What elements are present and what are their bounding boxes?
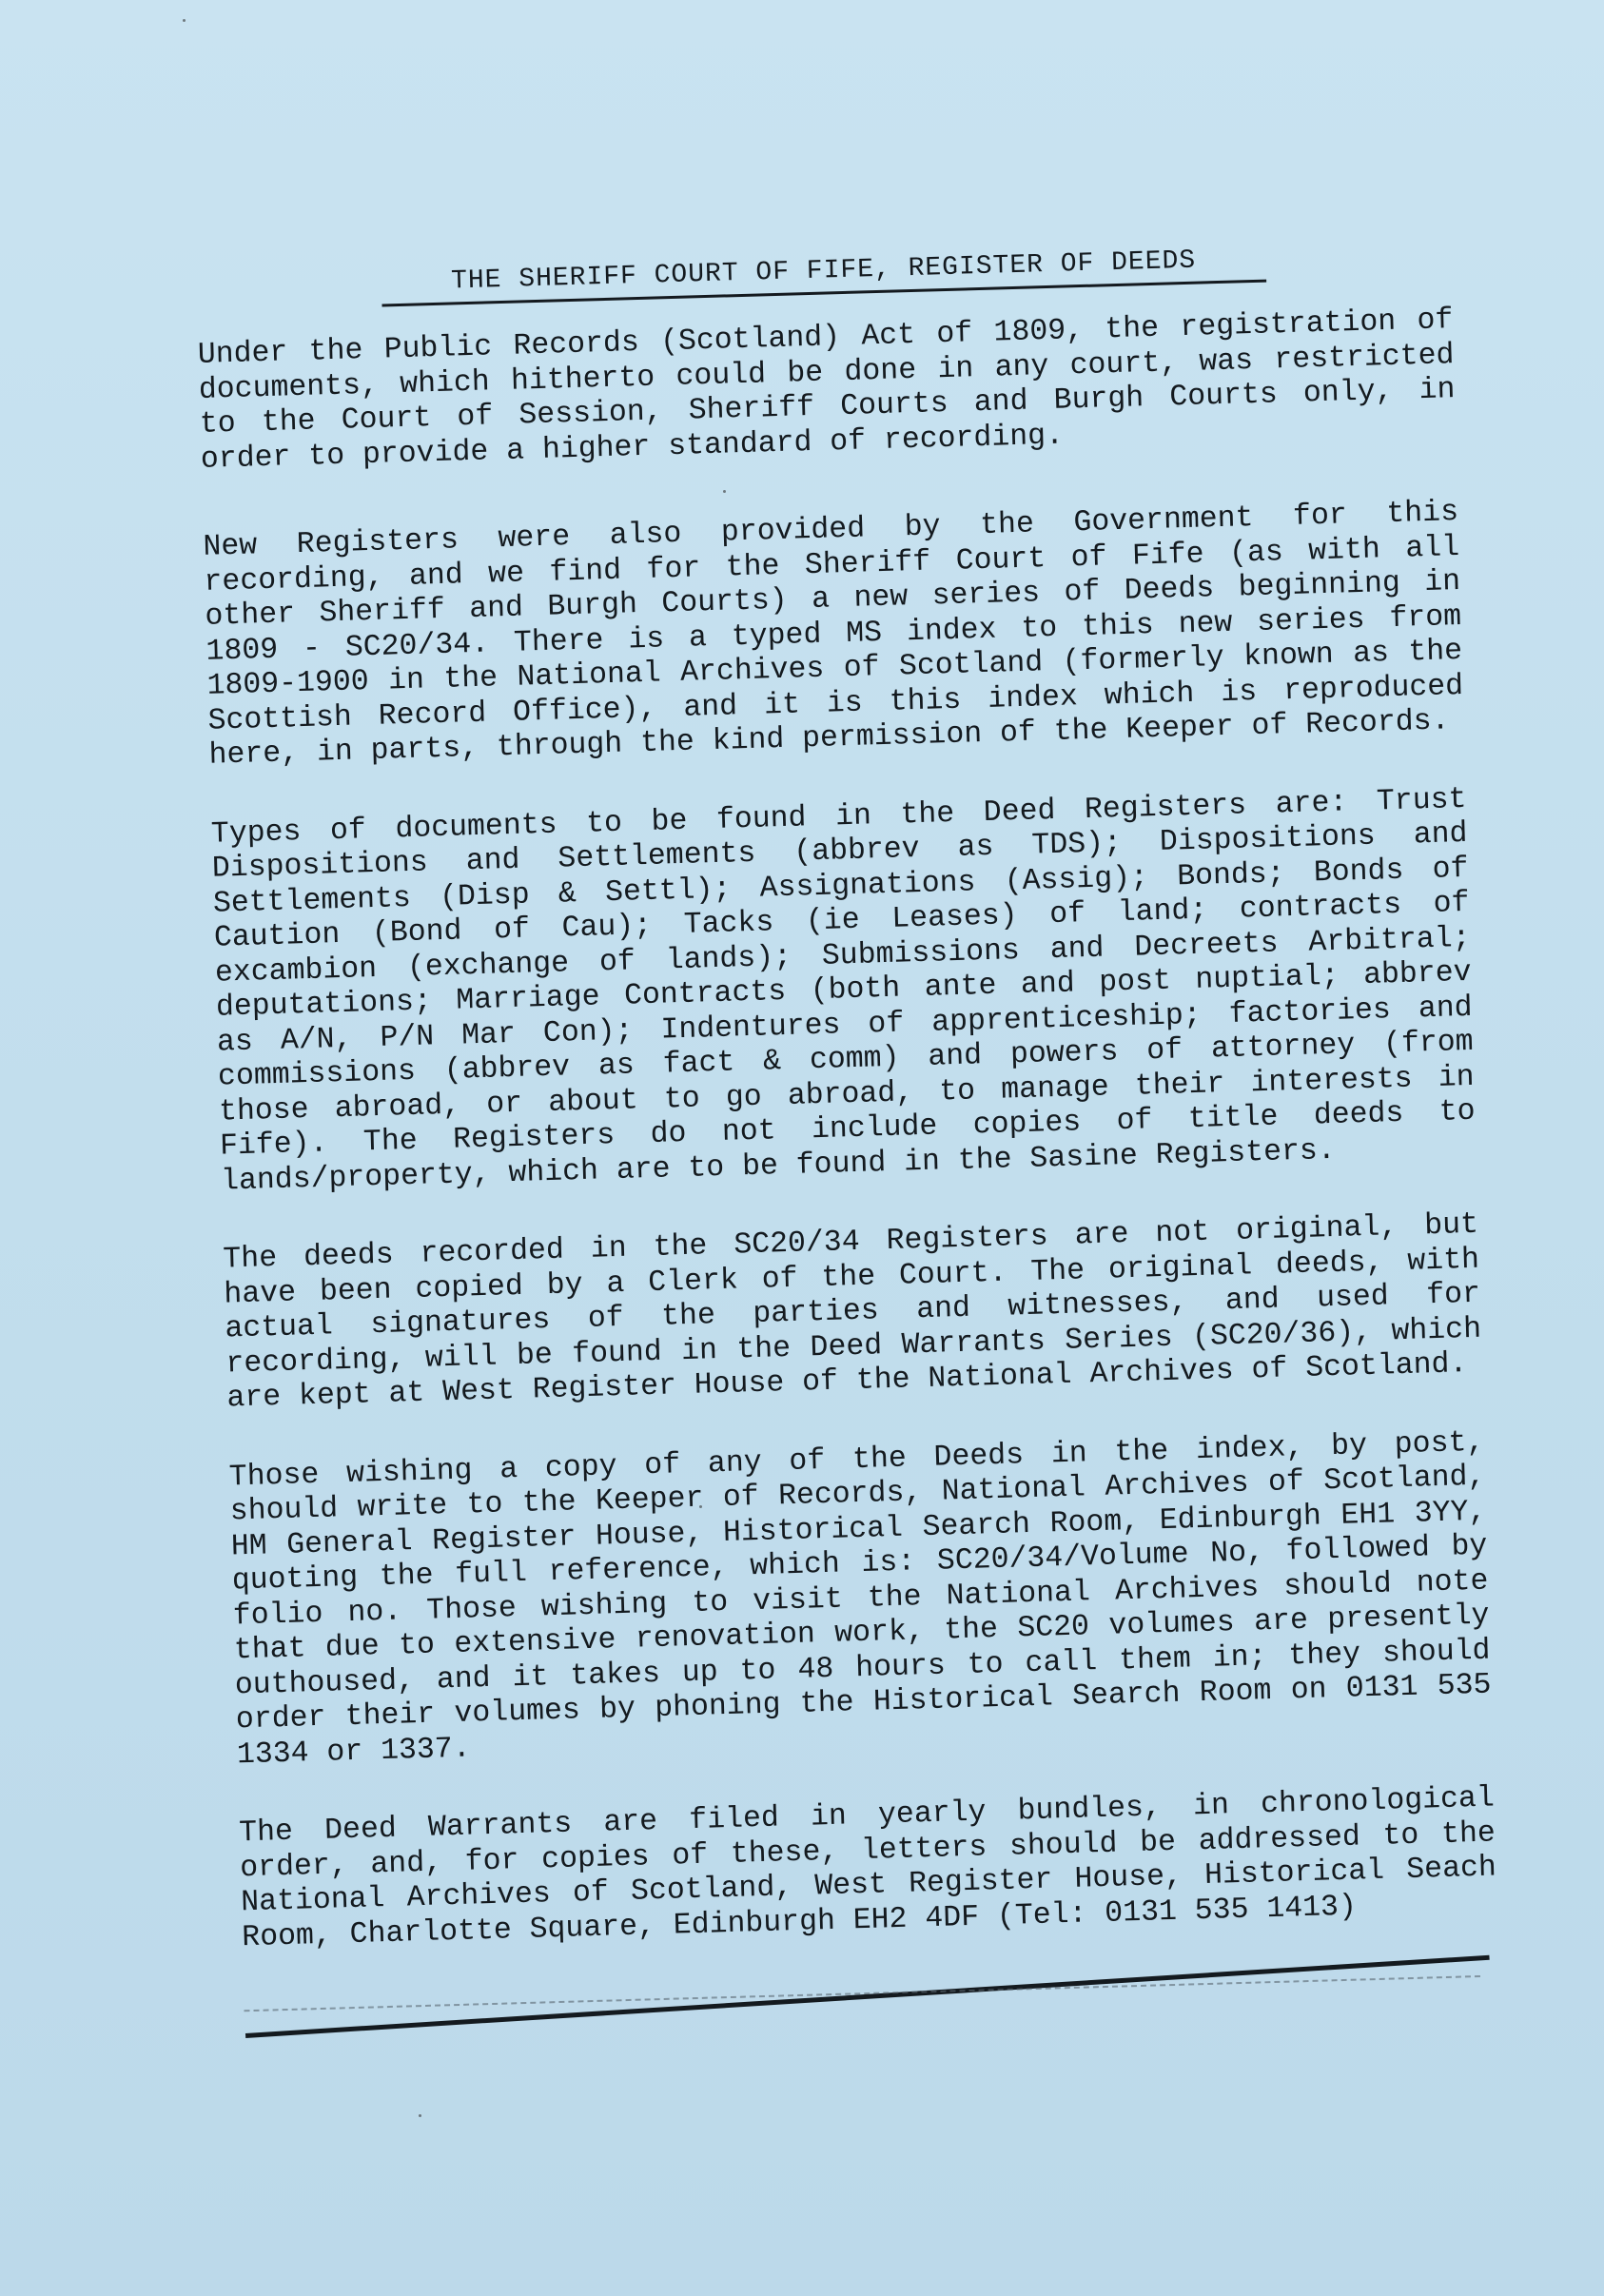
- document-body: [195, 222, 1499, 2011]
- closing-dashed-rule: [244, 1975, 1480, 2011]
- paragraph-document-types: Types of documents to be found in the Deed Registers are: Trust Dispositions and Settlements (abbrev as TDS); Dispositions and Settlements (Disp & Settl); Assignations (Assig); Bonds; Bonds of Caution (Bond of Cau); Tacks (ie Leases) of land; contracts of excambion (exchange of lands); Submissions and Decreets Arbitral; deputations; Marriage Contracts (both ante and post nuptial; abbrev as A/N, P/N Mar Con); Indentures of apprenticeship; factories and commissions (abbrev as fact & comm) and powers of attorney (from those abroad, or about to go abroad, to manage their interests in Fife). The Registers do not include copies of title deeds to lands/property, which are to be found in the Sasine Registers.: [210, 782, 1477, 1199]
- paper-speck: [183, 19, 186, 22]
- paper-speck: [419, 2114, 421, 2117]
- paragraph-deeds-copied: The deeds recorded in the SC20/34 Registers are not original, but have been copied by a Clerk of the Court. The original deeds, with actual signatures of the parties and witnesses, and used for recording, will be found in the Deed Warrants Series (SC20/36), which are kept at West Register House of the National Archives of Scotland.: [222, 1207, 1482, 1416]
- document-title: THE SHERIFF COURT OF FIFE, REGISTER OF DEEDS: [381, 245, 1266, 307]
- closing-rule: [245, 1955, 1490, 2038]
- paragraph-public-records-act: Under the Public Records (Scotland) Act of 1809, the registration of documents, which hitherto could be done in any court, was restricted to the Court of Session, Sheriff Courts and Burgh Courts only, in order to provide a higher standard of recording.: [197, 304, 1456, 477]
- paragraph-new-registers: New Registers were also provided by the Government for this recording, and we find for the Sheriff Court of Fife (as with all other Sheriff and Burgh Courts) a new series of Deeds beginning in 1809 - SC20/34. There is a typed MS index to this new series from 1809-1900 in the National Archives of Scotland (formerly known as the Scottish Record Office), and it is this index which is reproduced here, in parts, through the kind permission of the Keeper of Records.: [203, 496, 1464, 773]
- paragraph-deed-warrants: The Deed Warrants are filed in yearly bundles, in chronological order, and, for copies of these, letters should be addressed to the National Archives of Scotland, West Register House, Historical Seach Room, Charlotte Square, Edinburgh EH2 4DF (Tel: 0131 535 1413): [238, 1781, 1497, 1954]
- paragraph-obtaining-copies: Those wishing a copy of any of the Deeds in the index, by post, should write to the Keeper of Records, National Archives of Scotland, HM General Register House, Historical Search Room, Edinburgh EH1 3YY, quoting the full reference, which is: SC20/34/Volume No, followed by folio no. Those wishing to visit the National Archives should note that due to extensive renovation work, the SC20 volumes are presently outhoused, and it takes up to 48 hours to call them in; they should order their volumes by phoning the Historical Search Room on 0131 535 1334 or 1337.: [228, 1425, 1492, 1772]
